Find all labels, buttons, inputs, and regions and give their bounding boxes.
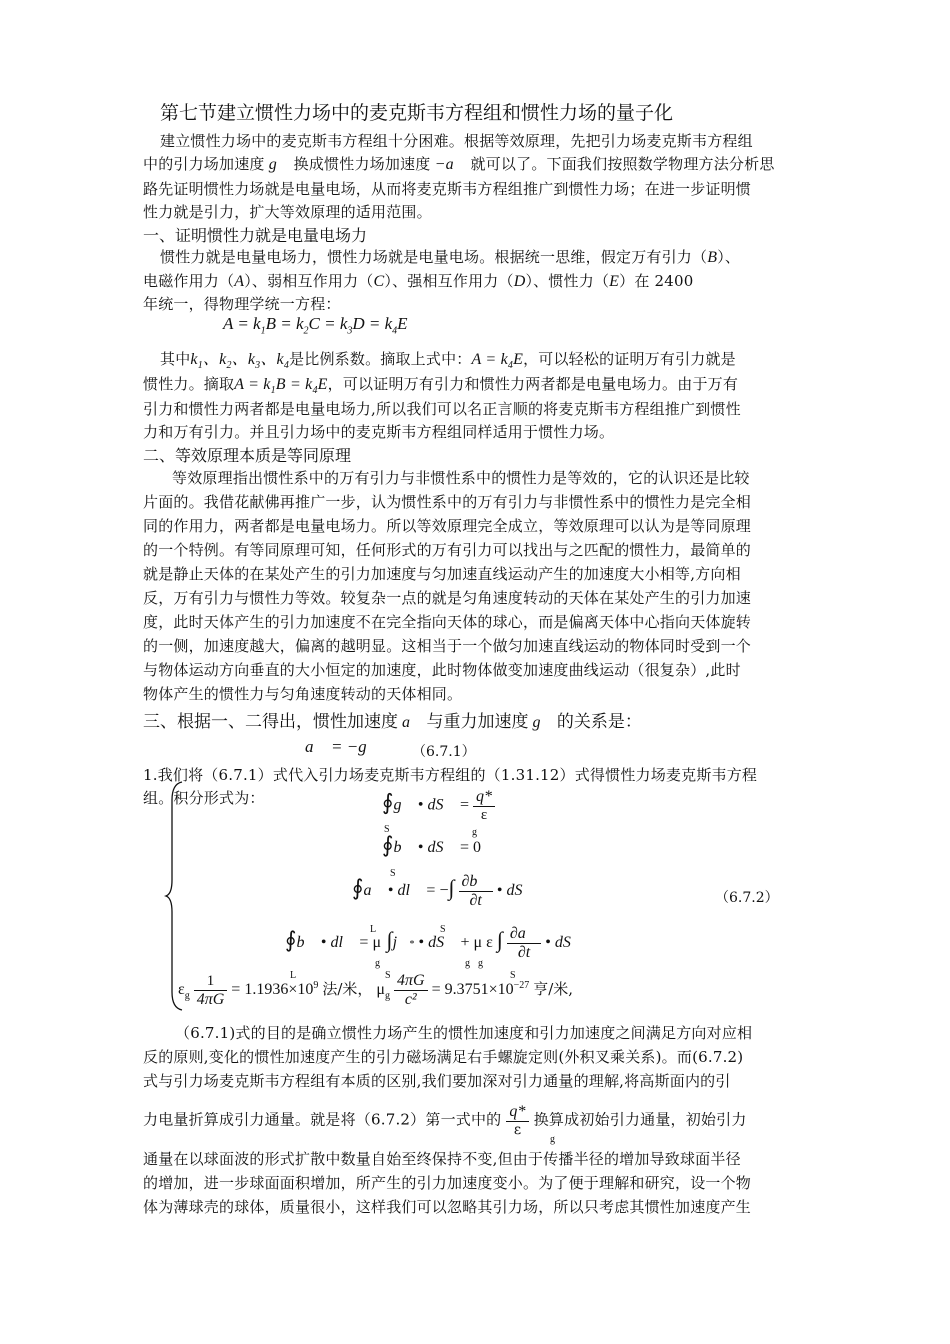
sec1-line-6: 引力和惯性力两者都是电量电场力,所以我们可以名正言顺的将麦克斯韦方程组推广到惯性	[143, 400, 741, 418]
intro-line-4: 性力就是引力，扩大等效原理的适用范围。	[143, 203, 432, 221]
p2-line-6: 的增加，进一步球面面积增加，所产生的引力加速度变小。为了便于理解和研究，设一个物	[143, 1174, 752, 1192]
equation-system-line-2: ∮b⃗ • dS⃗ = 0	[382, 832, 482, 857]
neg-a-symbol: −a⃗	[430, 156, 471, 173]
p2-line-7: 体为薄球壳的球体，质量很小，这样我们可以忽略其引力场，所以只考虑其惯性加速度产生	[143, 1198, 752, 1216]
sec1-line-3: 年统一，得物理学统一方程：	[143, 295, 341, 313]
constants-line: $\varepsilon_g$ $\frac{1}{4\pi G}$ = $1.1936\times 10^9$ 法/米， $\mu_g$ $\frac{4\pi G}{\text{c²}}$ = $9.3751\times 10^{-27}$ 亨/米,	[178, 972, 574, 1008]
sec2-line-9: 与物体运动方向垂直的大小恒定的加速度，此时物体做变加速度曲线运动（很复杂）,此时	[143, 661, 741, 679]
p2-line-2: 反的原则,变化的惯性加速度产生的引力磁场满足右手螺旋定则(外积叉乘关系)。而(6.7.2)	[143, 1048, 744, 1066]
sec1-line-5: 惯性力。摘取$A = k_1B = k_4E$，可以证明万有引力和惯性力两者都是电量电场力。由于万有	[143, 375, 739, 397]
unification-equation: $A = k_1B = k_2C = k_3D = k_4E$	[223, 314, 408, 337]
p2-line-5: 通量在以球面波的形式扩散中数量自始至终保持不变,但由于传播半径的增加导致球面半径	[143, 1150, 741, 1168]
section-1-heading: 一、证明惯性力就是电量电场力	[143, 226, 368, 245]
sec1-line-7: 力和万有引力。并且引力场中的麦克斯韦方程组同样适用于惯性力场。	[143, 423, 615, 441]
page-title: 第七节建立惯性力场中的麦克斯韦方程组和惯性力场的量子化	[160, 102, 674, 124]
vec-g-symbol: g⃗	[264, 156, 294, 173]
sec2-line-3: 同的作用力，两者都是电量电场力。所以等效原理完全成立，等效原理可以认为是等同原理	[143, 517, 752, 535]
sec2-line-10: 物体产生的惯性力与匀角速度转动的天体相同。	[143, 685, 463, 703]
equation-system-line-4: ∮b⃗ • dl⃗ = μ ∫j⃗* • dS⃗ + μ ε ∫ $\frac{\partial a⃗}{\partial t}$ • dS⃗	[285, 925, 584, 961]
sec2-line-7: 度，此时天体产生的引力加速度不在完全指向天体的球心，而是偏离天体中心指向天体旋转	[143, 613, 752, 631]
equation-system-line-3: ∮a⃗ • dl⃗ = −∫ $\frac{\partial b⃗}{\partial t}$ • dS⃗	[352, 873, 535, 909]
equation-6-7-2-number: （6.7.2）	[715, 890, 779, 906]
equation-system-line-1: ∮g⃗ • dS⃗ = $\frac{q*}{\varepsilon}$	[382, 788, 495, 824]
sec2-line-4: 的一个特例。有等同原理可知，任何形式的万有引力可以找出与之匹配的惯性力，最简单的	[143, 541, 752, 559]
equation-6-7-1: a⃗ = −g⃗	[305, 737, 380, 756]
intro-line-2: 中的引力场加速度 g⃗ 换成惯性力场加速度 −a⃗ 就可以了。下面我们按照数学物理方法分析思	[143, 155, 775, 173]
sec2-line-6: 反，万有引力与惯性力等效。较复杂一点的就是匀角速度转动的天体在某处产生的引力加速	[143, 589, 752, 607]
p1-line-1: 1.我们将（6.7.1）式代入引力场麦克斯韦方程组的（1.31.12）式得惯性力场麦克斯韦方程	[143, 766, 758, 784]
sec1-line-1: 惯性力就是电量电场力，惯性力场就是电量电场。根据统一思维，假定万有引力（B）、	[160, 248, 741, 266]
p2-line-3: 式与引力场麦克斯韦方程组有本质的区别,我们要加深对引力通量的理解,将高斯面内的引	[143, 1072, 731, 1090]
sec2-line-2: 片面的。我借花献佛再推广一步，认为惯性系中的万有引力与非惯性系中的惯性力是完全相	[143, 493, 752, 511]
sec2-line-8: 的一侧，加速度越大，偏离的越明显。这相当于一个做匀加速直线运动的物体同时受到一个	[143, 637, 752, 655]
sec2-line-1: 等效原理指出惯性系中的万有引力与非惯性系中的惯性力是等效的，它的认识还是比较	[172, 469, 750, 487]
equation-6-7-1-number: （6.7.1）	[412, 744, 476, 760]
intro-line-1: 建立惯性力场中的麦克斯韦方程组十分困难。根据等效原理，先把引力场麦克斯韦方程组	[160, 132, 753, 150]
section-2-heading: 二、等效原理本质是等同原理	[143, 446, 352, 465]
sec1-line-4: 其中$k_1$、$k_2$、$k_3$、$k_4$是比例系数。摘取上式中：$A = k_4E$，可以轻松的证明万有引力就是	[160, 350, 736, 372]
p1-line-2: 组。积分形式为：	[143, 789, 265, 807]
intro-line-3: 路先证明惯性力场就是电量电场，从而将麦克斯韦方程组推广到惯性力场；在进一步证明惯	[143, 180, 752, 198]
p2-line-4: 力电量折算成引力通量。就是将（6.7.2）第一式中的 $\frac{q*}{\varepsilon}$ 换算成初始引力通量，初始引力	[143, 1103, 747, 1138]
document-page: 第七节建立惯性力场中的麦克斯韦方程组和惯性力场的量子化 建立惯性力场中的麦克斯韦方程组十分困难。根据等效原理，先把引力场麦克斯韦方程组 中的引力场加速度 g⃗ 换成惯性力场加速度 −a⃗ 就可以了。下面我们按照数学物理方法分析思 路先证明惯性力场就是电量电场，从而将麦克斯韦方程组推广到惯性力场；在进一步证明惯 性力就是引力，扩大等效原理的适用范围。 一、证明惯性力就是电量电场力 惯性力就是电量电场力，惯性力场就是电量电场。根据统一思维，假定万有引力（B）、 电磁作用力（A）、弱相互作用力（C）、强相互作用力（D）、惯性力（E）在 2400 年统一，得物理学统一方程： $A = k_1B = k_2C = k_3D = k_4E$ 其中$k_1$、$k_2$、$k_3$、$k_4$是比例系数。摘取上式中：$A = k_4E$，可以轻松的证明万有引力就是 惯性力。摘取$A = k_1B = k_4E$，可以证明万有引力和惯性力两者都是电量电场力。由于万有 引力和惯性力两者都是电量电场力,所以我们可以名正言顺的将麦克斯韦方程组推广到惯性 力和万有引力。并且引力场中的麦克斯韦方程组同样适用于惯性力场。 二、等效原理本质是等同原理 等效原理指出惯性系中的万有引力与非惯性系中的惯性力是等效的，它的认识还是比较 片面的。我借花献佛再推广一步，认为惯性系中的万有引力与非惯性系中的惯性力是完全相 同的作用力，两者都是电量电场力。所以等效原理完全成立，等效原理可以认为是等同原理 的一个特例。有等同原理可知，任何形式的万有引力可以找出与之匹配的惯性力，最简单的 就是静止天体的在某处产生的引力加速度与匀加速直线运动产生的加速度大小相等,方向相 反，万有引力与惯性力等效。较复杂一点的就是匀角速度转动的天体在某处产生的引力加速 度，此时天体产生的引力加速度不在完全指向天体的球心，而是偏离天体中心指向天体旋转 的一侧，加速度越大，偏离的越明显。这相当于一个做匀加速直线运动的物体同时受到一个 与物体运动方向垂直的大小恒定的加速度，此时物体做变加速度曲线运动（很复杂）,此时 物体产生的惯性力与匀角速度转动的天体相同。 三、根据一、二得出，惯性加速度 a⃗ 与重力加速度 g⃗ 的关系是： a⃗ = −g⃗ （6.7.1） 1.我们将（6.7.1）式代入引力场麦克斯韦方程组的（1.31.12）式得惯性力场麦克斯韦方程 组。积分形式为： ∮g⃗ • dS⃗ = $\frac{q*}{\varepsilon}$ S g ∮b⃗ • dS⃗ = 0 S ∮a⃗ • dl⃗ = −∫ $\frac{\partial b⃗}{\partial t}$ • dS⃗ L S （6.7.2） ∮b⃗ • dl⃗ = μ ∫j⃗* • dS⃗ + μ ε ∫ $\frac{\partial a⃗}{\partial t}$ • dS⃗ L g S g g S $\varepsilon_g$ $\frac{1}{4\pi G}$ = $1.1936\times 10^9$ 法/米， $\mu_g$ $\frac{4\pi G}{\text{c²}}$ = $9.3751\times 10^{-27}$ 亨/米, （6.7.1)式的目的是确立惯性力场产生的惯性加速度和引力加速度之间满足方向对应相 反的原则,变化的惯性加速度产生的引力磁场满足右手螺旋定则(外积叉乘关系)。而(6.7.2) 式与引力场麦克斯韦方程组有本质的区别,我们要加深对引力通量的理解,将高斯面内的引 力电量折算成引力通量。就是将（6.7.2）第一式中的 $\frac{q*}{\varepsilon}$ 换算成初始引力通量，初始引力 g 通量在以球面波的形式扩散中数量自始至终保持不变,但由于传播半径的增加导致球面半径 的增加，进一步球面面积增加，所产生的引力加速度变小。为了便于理解和研究，设一个物 体为薄球壳的球体，质量很小，这样我们可以忽略其引力场，所以只考虑其惯性加速度产生	[0, 0, 950, 1344]
section-3-heading: 三、根据一、二得出，惯性加速度 a⃗ 与重力加速度 g⃗ 的关系是：	[143, 712, 642, 732]
p2-line-1: （6.7.1)式的目的是确立惯性力场产生的惯性加速度和引力加速度之间满足方向对应相	[175, 1024, 753, 1042]
sec2-line-5: 就是静止天体的在某处产生的引力加速度与匀加速直线运动产生的加速度大小相等,方向相	[143, 565, 741, 583]
sec1-line-2: 电磁作用力（A）、弱相互作用力（C）、强相互作用力（D）、惯性力（E）在 2400	[143, 272, 694, 290]
